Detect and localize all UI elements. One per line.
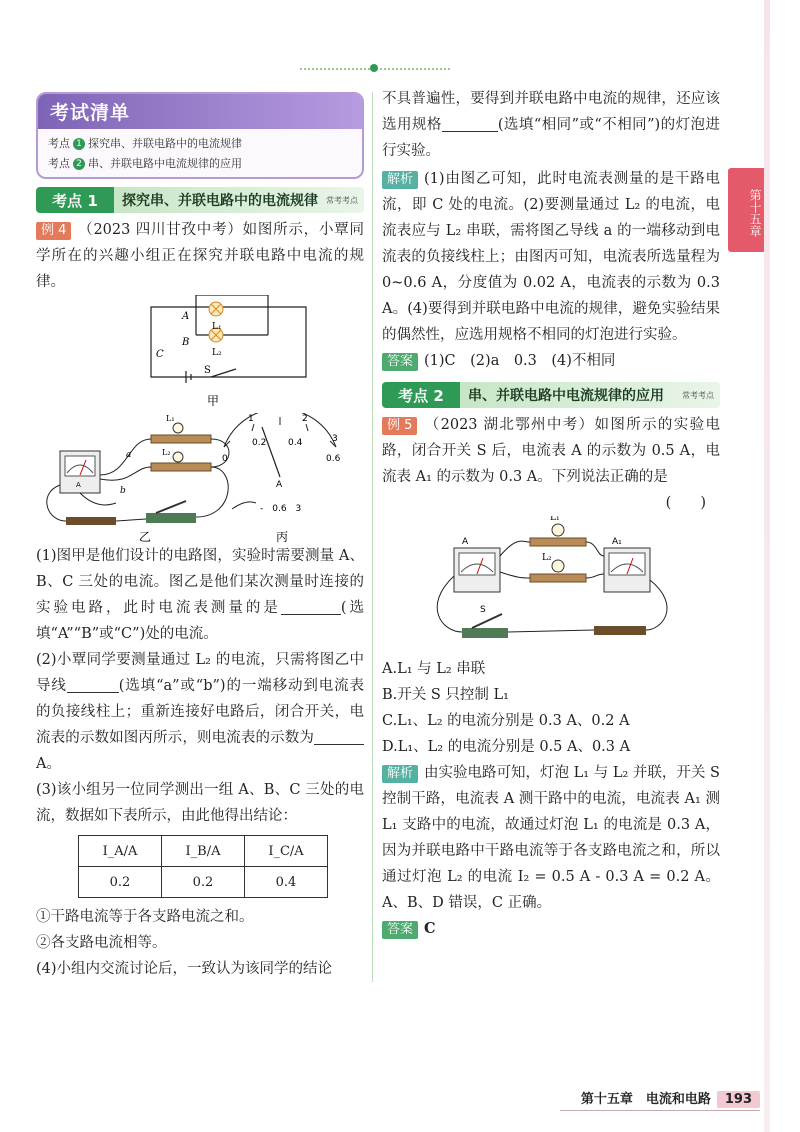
svg-text:3: 3 xyxy=(332,434,338,444)
svg-text:2: 2 xyxy=(302,414,308,424)
exam-list-box xyxy=(36,92,364,179)
option-c[interactable]: C.L₁、L₂ 的电流分别是 0.3 A、0.2 A xyxy=(382,713,630,729)
analysis-tag-2: 解析 xyxy=(382,765,418,783)
svg-text:0.2: 0.2 xyxy=(252,438,267,448)
data-table xyxy=(78,835,328,898)
figure-yi-bing xyxy=(36,413,364,543)
kaodian-1-note: 常考考点 xyxy=(326,195,358,205)
side-stripe xyxy=(764,0,770,1132)
example-5-tag: 例 5 xyxy=(382,417,417,435)
ex4-q3: (3)该小组另一位同学测出一组 A、B、C 三处的电流，数据如下表所示，由此他得出结论： xyxy=(36,782,364,824)
option-a[interactable]: A.L₁ 与 L₂ 串联 xyxy=(382,661,486,677)
circuit-photo-yi xyxy=(36,413,364,543)
option-d[interactable]: D.L₁、L₂ 的电流分别是 0.5 A、0.3 A xyxy=(382,739,631,755)
top-ornament xyxy=(300,68,450,78)
lamp-l1-icon xyxy=(209,302,223,316)
analysis-ex4: 解析 (1)由图乙可知，此时电流表测量的是干路电流，即 C 处的电流。(2)要测量通过 L₂ 的电流，电流表应与 L₂ 串联，需将图乙导线 a 的一端移动到电流表的负接线柱上；由图丙可知，电流表所选量程为 0~0.6 A，分度值为 0.02 A，电流表的示数为 0.3 A。(4)要得到并联电路中电流的规律，避免实验结果的偶然性，应选用规格不相同的灯泡进行实验。 xyxy=(382,171,720,343)
figure-ex5 xyxy=(382,516,720,656)
svg-text:L₂: L₂ xyxy=(542,553,552,563)
chapter-side-tab[interactable]: 第十五章 xyxy=(728,168,764,252)
page-number: 193 xyxy=(717,1091,760,1108)
svg-text:0.4: 0.4 xyxy=(288,438,303,448)
example-5-intro: 例 5 （2023 湖北鄂州中考）如图所示的实验电路，闭合开关 S 后，电流表 A 的示数为 0.5 A，电流表 A₁ 的示数为 0.3 A。下列说法正确的是 xyxy=(382,417,720,485)
answer-tag: 答案 xyxy=(382,353,418,371)
svg-text:A: A xyxy=(462,537,469,547)
svg-text:0: 0 xyxy=(222,454,228,464)
answer-ex5: 答案 C xyxy=(382,916,720,942)
kaodian-1-tag: 考点 1 xyxy=(52,191,98,210)
answer-paren: ( ) xyxy=(665,495,706,511)
svg-text:B: B xyxy=(182,337,190,348)
exam-list-title: 考试清单 xyxy=(38,94,362,129)
conclusion-1: ①干路电流等于各支路电流之和。 xyxy=(36,909,254,925)
kaodian-1-bar xyxy=(36,187,364,213)
svg-text:0.6: 0.6 xyxy=(326,454,341,464)
kaodian-2-bar xyxy=(382,382,720,408)
table-header: I_C/A xyxy=(245,836,328,867)
ex4-q2: (2)小覃同学要测量通过 L₂ 的电流，只需将图乙中导线 (选填“a”或“b”)的一端移动到电流表的负接线柱上；重新连接好电路后，闭合开关，电流表的示数如图丙所示，则电流表的示数为A。 xyxy=(36,652,364,772)
svg-text:A: A xyxy=(276,480,283,490)
svg-text:L₂: L₂ xyxy=(212,348,222,358)
footer-rule xyxy=(560,1110,760,1111)
ex4-q4: (4)小组内交流讨论后，一致认为该同学的结论 xyxy=(36,961,333,977)
svg-text:b: b xyxy=(120,486,126,496)
example-4-tag: 例 4 xyxy=(36,222,71,240)
svg-text:A: A xyxy=(76,481,81,489)
blank-q2b[interactable] xyxy=(314,728,364,745)
svg-text:A: A xyxy=(182,311,190,322)
svg-text:L₁: L₁ xyxy=(212,322,222,332)
figure-yi-label: 乙 xyxy=(139,530,152,543)
ammeter-scale-bing xyxy=(222,413,341,543)
svg-text:L₁: L₁ xyxy=(550,516,560,523)
table-cell: 0.2 xyxy=(79,867,162,898)
kaodian-1-title: 探究串、并联电路中的电流规律 xyxy=(122,193,318,209)
svg-text:L₂: L₂ xyxy=(162,448,171,457)
table-cell: 0.4 xyxy=(245,867,328,898)
svg-text:1: 1 xyxy=(248,414,254,424)
svg-text:C: C xyxy=(156,349,164,360)
analysis-tag: 解析 xyxy=(382,171,418,189)
figure-jia xyxy=(36,295,364,413)
footer xyxy=(581,1088,760,1108)
svg-text:A₁: A₁ xyxy=(612,537,622,547)
answer-tag-2: 答案 xyxy=(382,921,418,939)
figure-jia-label: 甲 xyxy=(207,394,220,408)
svg-text:L₁: L₁ xyxy=(166,414,175,423)
table-cell: 0.2 xyxy=(162,867,245,898)
right-column xyxy=(382,86,720,942)
figure-bing-label: 丙 xyxy=(276,530,289,543)
blank-q1[interactable] xyxy=(281,598,341,615)
left-column xyxy=(36,92,364,982)
exam-item-2: 考点 2 串、并联电路中电流规律的应用 xyxy=(48,157,242,170)
svg-text:a: a xyxy=(126,450,132,460)
ex4-q4-continued: 不具普遍性，要得到并联电路中电流的规律，还应该选用规格 (选填“相同”或“不相同”)的灯泡进行实验。 xyxy=(382,91,721,159)
analysis-ex5: 解析 由实验电路可知，灯泡 L₁ 与 L₂ 并联，开关 S 控制干路，电流表 A 测干路中的电流，电流表 A₁ 测 L₁ 支路中的电流，故通过灯泡 L₁ 的电流是 0.3 A，因为并联电路中干路电流等于各支路电流之和，所以通过灯泡 L₂ 的电流 I₂ = 0.5 A - 0.3 A = 0.2 A。A、B、D 错误，C 正确。 xyxy=(382,765,720,911)
svg-text:S: S xyxy=(204,365,211,376)
table-header: I_A/A xyxy=(79,836,162,867)
svg-text:- 0.6 3: - 0.6 3 xyxy=(260,504,302,514)
circuit-photo-ex5 xyxy=(382,516,720,656)
circuit-diagram-jia xyxy=(36,295,364,413)
ex4-q1: (1)图甲是他们设计的电路图，实验时需要测量 A、B、C 三处的电流。图乙是他们某次测量时连接的实验电路，此时电流表测量的是 (选填“A”“B”或“C”)处的电流。 xyxy=(36,548,364,642)
table-header: I_B/A xyxy=(162,836,245,867)
example-4-intro: 例 4 （2023 四川甘孜中考）如图所示，小覃同学所在的兴趣小组正在探究并联电路中电流的规律。 xyxy=(36,222,364,290)
footer-chapter: 第十五章 电流和电路 xyxy=(580,1092,711,1107)
svg-text:S: S xyxy=(480,605,486,615)
conclusion-2: ②各支路电流相等。 xyxy=(36,935,167,951)
answer-ex4: 答案 (1)C (2)a 0.3 (4)不相同 xyxy=(382,348,720,374)
kaodian-2-note: 常考考点 xyxy=(682,390,714,400)
blank-q4[interactable] xyxy=(442,115,498,132)
kaodian-2-tag: 考点 2 xyxy=(398,386,444,405)
column-separator xyxy=(372,92,373,982)
option-b[interactable]: B.开关 S 只控制 L₁ xyxy=(382,687,509,703)
kaodian-2-title: 串、并联电路中电流规律的应用 xyxy=(468,388,664,404)
blank-q2a[interactable] xyxy=(67,676,119,693)
exam-item-1: 考点 1 探究串、并联电路中的电流规律 xyxy=(48,137,242,150)
